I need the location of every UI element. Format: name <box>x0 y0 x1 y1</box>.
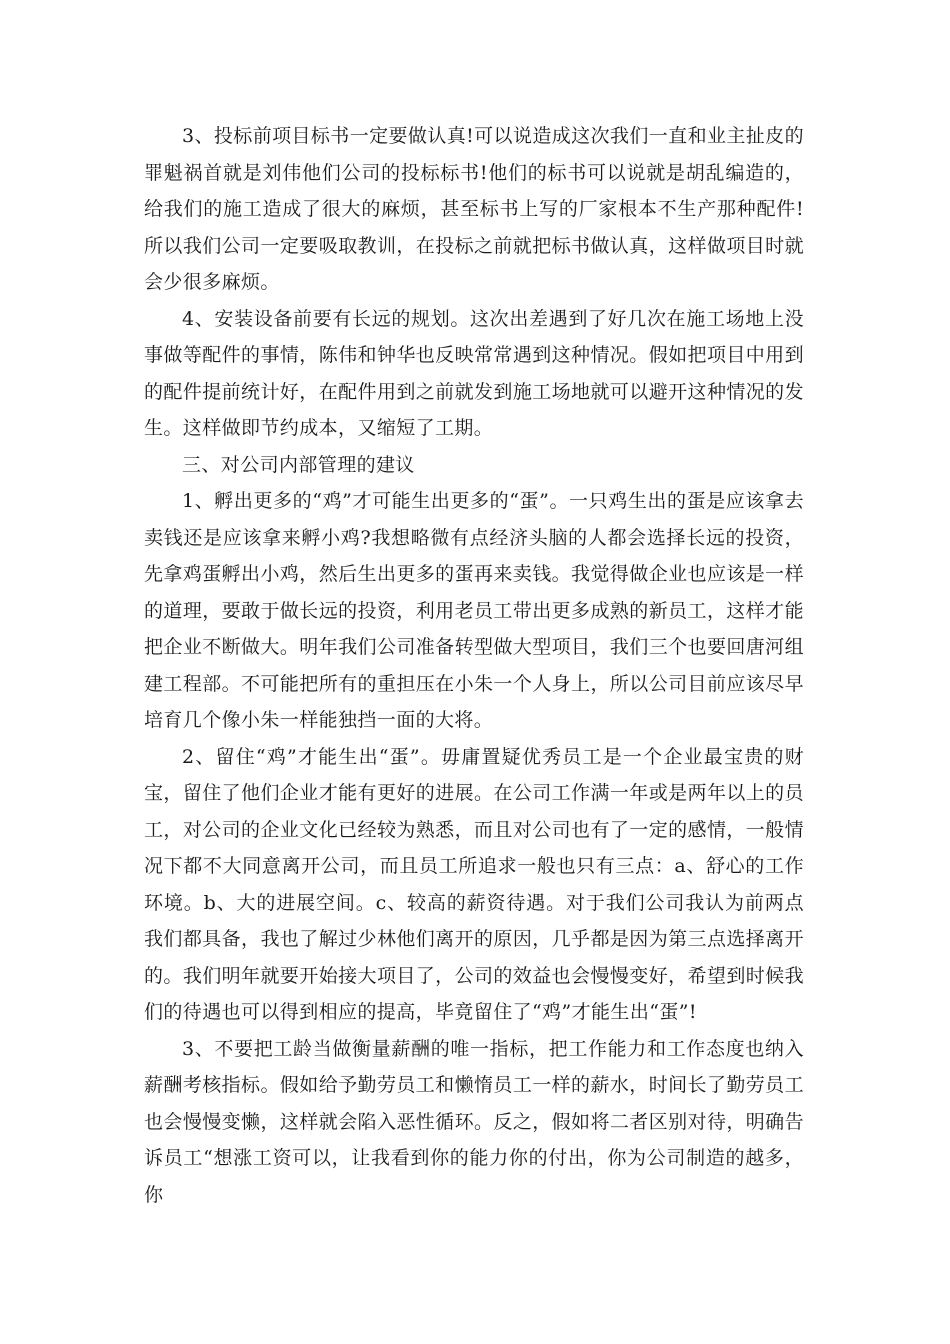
document-body <box>144 118 804 1213</box>
paragraph-retain-employees: 2、留住“鸡”才能生出“蛋”。毋庸置疑优秀员工是一个企业最宝贵的财宝，留住了他们企业才能有更好的进展。在公司工作满一年或是两年以上的员工，对公司的企业文化已经较为熟悉，而且对公司也有了一定的感情，一般情况下都不大同意离开公司，而且员工所追求一般也只有三点：a、舒心的工作环境。b、大的进展空间。c、较高的薪资待遇。对于我们公司我认为前两点我们都具备，我也了解过少林他们离开的原因，几乎都是因为第三点选择离开的。我们明年就要开始接大项目了，公司的效益也会慢慢变好，希望到时候我们的待遇也可以得到相应的提高，毕竟留住了“鸡”才能生出“蛋”! <box>144 745 804 1023</box>
section-heading-internal-management: 三、对公司内部管理的建议 <box>182 453 415 476</box>
paragraph-train-employees: 1、孵出更多的“鸡”才可能生出更多的“蛋”。一只鸡生出的蛋是应该拿去卖钱还是应该拿来孵小鸡?我想略微有点经济头脑的人都会选择长远的投资，先拿鸡蛋孵出小鸡，然后生出更多的蛋再来卖钱。我觉得做企业也应该是一样的道理，要敢于做长远的投资，利用老员工带出更多成熟的新员工，这样才能把企业不断做大。明年我们公司准备转型做大型项目，我们三个也要回唐河组建工程部。不可能把所有的重担压在小朱一个人身上，所以公司目前应该尽早培育几个像小朱一样能独挡一面的大将。 <box>144 490 804 731</box>
paragraph-bid-documents: 3、投标前项目标书一定要做认真!可以说造成这次我们一直和业主扯皮的罪魁祸首就是刘伟他们公司的投标标书!他们的标书可以说就是胡乱编造的，给我们的施工造成了很大的麻烦，甚至标书上写的厂家根本不生产那种配件!所以我们公司一定要吸取教训，在投标之前就把标书做认真，这样做项目时就会少很多麻烦。 <box>144 125 804 293</box>
paragraph-equipment-planning: 4、安装设备前要有长远的规划。这次出差遇到了好几次在施工场地上没事做等配件的事情，陈伟和钟华也反映常常遇到这种情况。假如把项目中用到的配件提前统计好，在配件用到之前就发到施工场地就可以避开这种情况的发生。这样做即节约成本，又缩短了工期。 <box>144 307 804 439</box>
paragraph-salary-criteria: 3、不要把工龄当做衡量薪酬的唯一指标，把工作能力和工作态度也纳入薪酬考核指标。假如给予勤劳员工和懒惰员工一样的薪水，时间长了勤劳员工也会慢慢变懒，这样就会陷入恶性循环。反之，假如将二者区别对待，明确告诉员工“想涨工资可以，让我看到你的能力你的付出，你为公司制造的越多，你 <box>144 1037 804 1206</box>
